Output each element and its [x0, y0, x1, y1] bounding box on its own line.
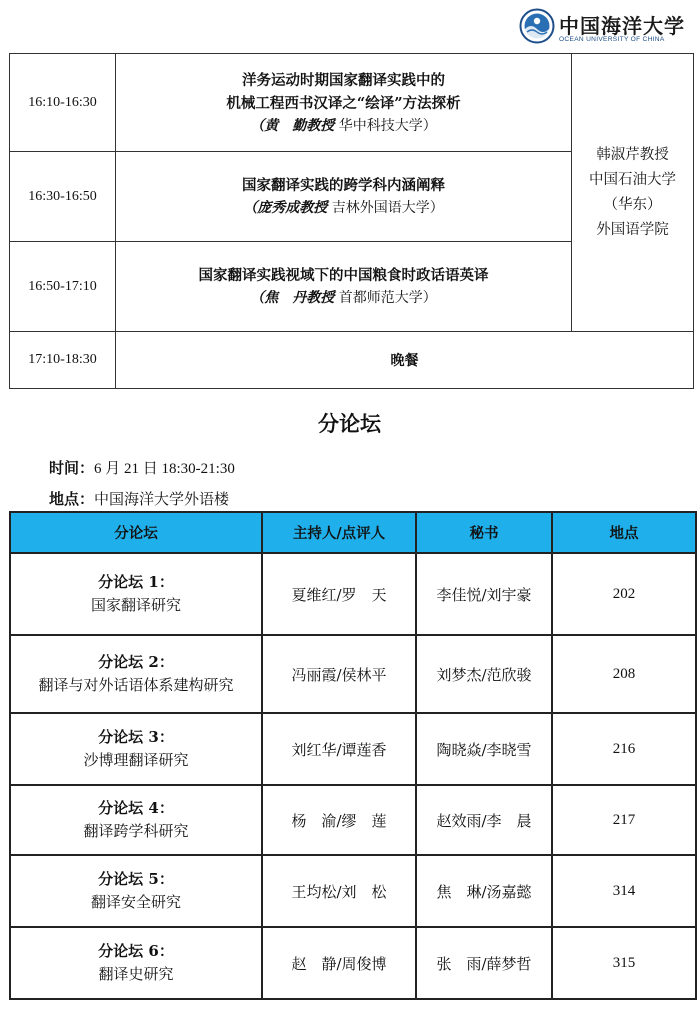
forum-time-label: 时间： — [49, 459, 95, 477]
forum-cell — [10, 635, 262, 713]
forum-name: 分论坛 1： — [98, 573, 174, 591]
forum-room: 314 — [552, 855, 696, 927]
speaker-name: （庞秀成教授 — [243, 200, 328, 216]
forum-place-label: 地点： — [49, 490, 95, 508]
talk-speaker — [116, 197, 571, 219]
forum-topic: 翻译安全研究 — [90, 893, 181, 911]
dinner-label: 晚餐 — [116, 332, 694, 389]
forum-secretary: 焦 琳/汤嘉懿 — [416, 855, 552, 927]
talk-cell — [116, 242, 572, 332]
header-secretary: 秘书 — [416, 512, 552, 553]
forum-topic: 沙博理翻译研究 — [83, 751, 189, 769]
university-logo — [519, 8, 685, 48]
session-time: 16:50-17:10 — [10, 242, 116, 332]
forum-room: 216 — [552, 713, 696, 785]
forum-table-header — [10, 512, 696, 553]
forum-host: 王均松/刘 松 — [262, 855, 416, 927]
forum-secretary: 刘梦杰/范欣骏 — [416, 635, 552, 713]
talk-cell — [116, 54, 572, 152]
forum-host: 刘红华/谭莲香 — [262, 713, 416, 785]
chair-line: 韩淑芹教授 — [596, 146, 669, 163]
ocean-university-emblem-icon — [519, 8, 555, 44]
forum-name: 分论坛 3： — [98, 728, 174, 746]
dinner-time: 17:10-18:30 — [10, 332, 116, 389]
forum-cell — [10, 855, 262, 927]
forum-room: 217 — [552, 785, 696, 855]
forum-cell — [10, 785, 262, 855]
forum-secretary: 赵效雨/李 晨 — [416, 785, 552, 855]
table-row — [10, 855, 696, 927]
header-host: 主持人/点评人 — [262, 512, 416, 553]
talk-title: 国家翻译实践视域下的中国粮食时政话语英译 — [198, 267, 489, 284]
talk-speaker — [116, 115, 571, 137]
chair-line: 中国石油大学 — [589, 171, 676, 188]
forum-room: 315 — [552, 927, 696, 999]
forum-secretary: 李佳悦/刘宇豪 — [416, 553, 552, 635]
section-title: 分论坛 — [318, 411, 381, 436]
schedule-row — [10, 54, 694, 152]
table-row — [10, 713, 696, 785]
forum-place-value: 中国海洋大学外语楼 — [94, 490, 230, 508]
logo-chinese-name: 中国海洋大学 — [559, 14, 685, 38]
session-time: 16:10-16:30 — [10, 54, 116, 152]
forum-table — [9, 511, 697, 1000]
forum-topic: 国家翻译研究 — [90, 596, 181, 614]
session-time: 16:30-16:50 — [10, 152, 116, 242]
session-chair — [572, 54, 694, 332]
header-forum: 分论坛 — [10, 512, 262, 553]
schedule-table — [9, 53, 694, 389]
talk-cell — [116, 152, 572, 242]
chair-line: （华东） — [603, 196, 662, 213]
talk-title: 洋务运动时期国家翻译实践中的 — [242, 71, 445, 89]
forum-host: 夏维红/罗 天 — [262, 553, 416, 635]
forum-topic: 翻译跨学科研究 — [83, 822, 189, 840]
speaker-name: （黄 勤教授 — [250, 117, 335, 134]
speaker-affiliation: 华中科技大学） — [334, 117, 437, 134]
logo-english-name: OCEAN UNIVERSITY OF CHINA — [559, 36, 665, 43]
forum-room: 202 — [552, 553, 696, 635]
header-room: 地点 — [552, 512, 696, 553]
forum-place-line — [49, 488, 229, 509]
speaker-name: （焦 丹教授 — [250, 290, 335, 306]
forum-topic: 翻译史研究 — [98, 965, 174, 983]
forum-secretary: 张 雨/薛梦哲 — [416, 927, 552, 999]
dinner-row — [10, 332, 694, 389]
table-row — [10, 785, 696, 855]
talk-title: 国家翻译实践的跨学科内涵阐释 — [242, 177, 445, 194]
table-row — [10, 635, 696, 713]
forum-host: 杨 渝/缪 莲 — [262, 785, 416, 855]
forum-topic: 翻译与对外话语体系建构研究 — [38, 676, 234, 694]
chair-line: 外国语学院 — [596, 221, 669, 238]
talk-title: 机械工程西书汉译之“绘译”方法探析 — [226, 94, 461, 112]
forum-name: 分论坛 5： — [98, 870, 174, 888]
forum-cell — [10, 713, 262, 785]
table-row — [10, 927, 696, 999]
forum-host: 赵 静/周俊博 — [262, 927, 416, 999]
forum-room: 208 — [552, 635, 696, 713]
forum-secretary: 陶晓焱/李晓雪 — [416, 713, 552, 785]
forum-cell — [10, 927, 262, 999]
forum-cell — [10, 553, 262, 635]
forum-name: 分论坛 2： — [98, 653, 174, 671]
forum-name: 分论坛 6： — [98, 942, 174, 960]
forum-name: 分论坛 4： — [98, 799, 174, 817]
forum-host: 冯丽霞/侯林平 — [262, 635, 416, 713]
speaker-affiliation: 吉林外国语大学） — [327, 200, 444, 216]
talk-speaker — [116, 287, 571, 309]
forum-time-value: 6 月 21 日 18:30-21:30 — [94, 461, 235, 477]
speaker-affiliation: 首都师范大学） — [334, 290, 437, 306]
forum-time-line — [49, 457, 235, 478]
table-row — [10, 553, 696, 635]
